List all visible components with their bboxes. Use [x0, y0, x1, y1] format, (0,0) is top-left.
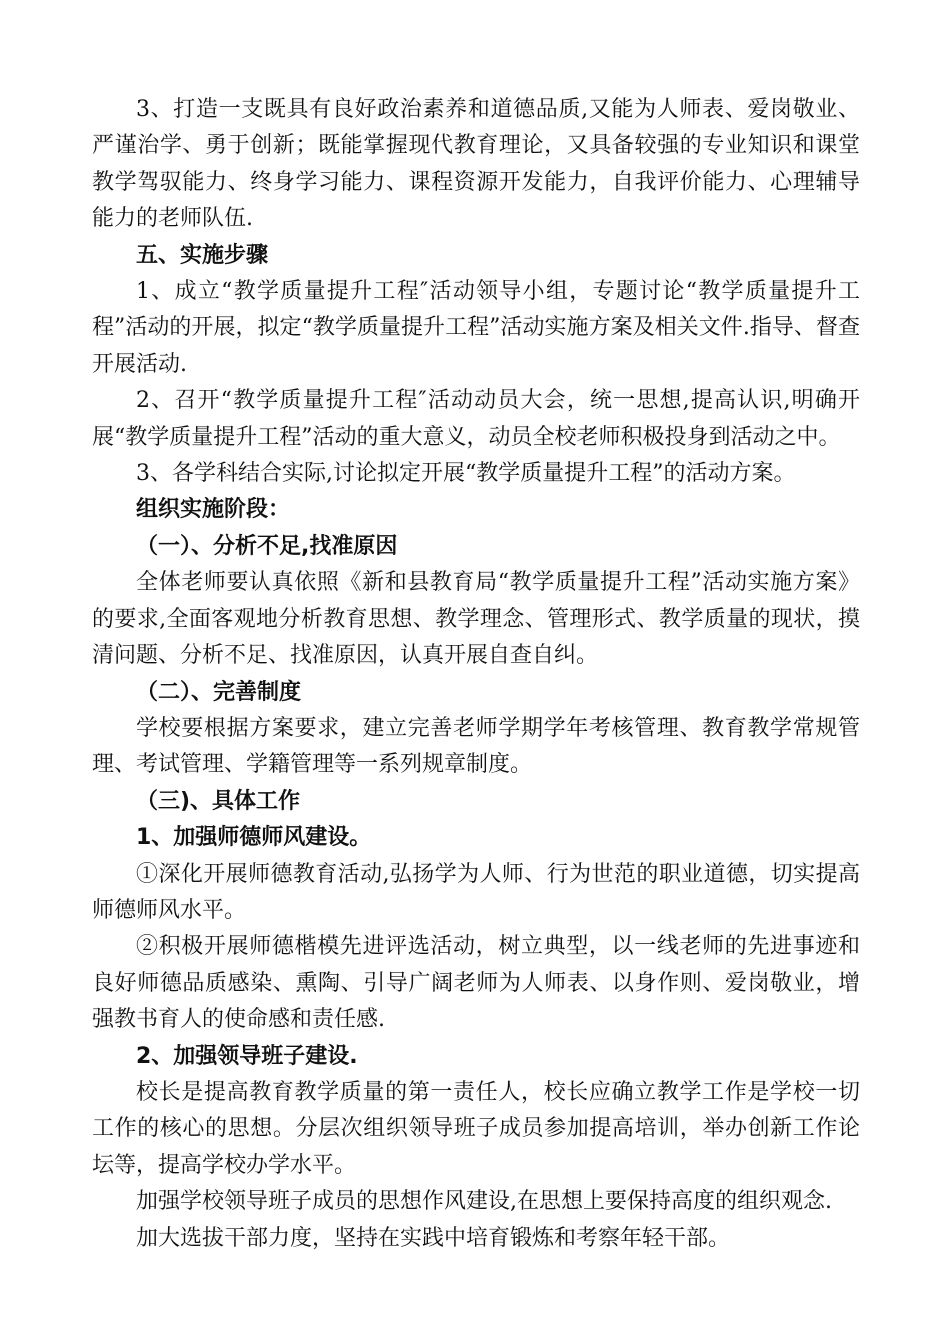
- paragraph-goal-3: 3、打造一支既具有良好政治素养和道德品质,又能为人师表、爱岗敬业、严谨治学、勇于创新；既能掌握现代教育理论，又具备较强的专业知识和课堂教学驾驭能力、终身学习能力、课程资源开发能力，自我评价能力、心理辅导能力的老师队伍.: [92, 97, 860, 232]
- paragraph-ethics-2: ②积极开展师德楷模先进评选活动，树立典型，以一线老师的先进事迹和良好师德品质感染、熏陶、引导广阔老师为人师表、以身作则、爱岗敬业，增强教书育人的使命感和责任感.: [92, 934, 860, 1033]
- paragraph-leadership-1: 校长是提高教育教学质量的第一责任人，校长应确立教学工作是学校一切工作的核心的思想。分层次组织领导班子成员参加提高培训，举办创新工作论坛等，提高学校办学水平。: [92, 1079, 860, 1178]
- paragraph-improve-system: 学校要根据方案要求，建立完善老师学期学年考核管理、教育教学常规管理、考试管理、学籍管理等一系列规章制度。: [92, 715, 860, 778]
- heading-analyze-shortcomings: （一）、分析不足,找准原因: [136, 533, 398, 559]
- heading-improve-system: （二）、完善制度: [136, 679, 302, 705]
- paragraph-step-1: 1、成立“教学质量提升工程″活动领导小组，专题讨论“教学质量提升工程”活动的开展，拟定“教学质量提升工程”活动实施方案及相关文件.指导、督查开展活动.: [92, 279, 860, 377]
- paragraph-ethics-1: ①深化开展师德教育活动,弘扬学为人师、行为世范的职业道德，切实提高师德师风水平。: [92, 861, 860, 923]
- paragraph-leadership-2: 加强学校领导班子成员的思想作风建设,在思想上要保持高度的组织观念.: [136, 1189, 832, 1215]
- document-body: [92, 92, 860, 1257]
- paragraph-step-3: 3、各学科结合实际,讨论拟定开展“教学质量提升工程”的活动方案。: [136, 461, 796, 487]
- heading-leadership-building: 2、加强领导班子建设.: [136, 1043, 358, 1069]
- heading-implementation-steps: 五、实施步骤: [136, 242, 269, 268]
- heading-specific-work: （三)、具体工作: [136, 788, 301, 814]
- paragraph-leadership-3: 加大选拔干部力度，坚持在实践中培育锻炼和考察年轻干部。: [136, 1225, 731, 1251]
- heading-ethics-building: 1、加强师德师风建设。: [136, 825, 372, 851]
- paragraph-step-2: 2、召开“教学质量提升工程″活动动员大会，统一思想,提高认识,明确开展“教学质量提升工程”活动的重大意义，动员全校老师积极投身到活动之中。: [92, 388, 860, 450]
- paragraph-analyze: 全体老师要认真依照《新和县教育局“教学质量提升工程”活动实施方案》的要求,全面客观地分析教育思想、教学理念、管理形式、教学质量的现状，摸清问题、分析不足、找准原因，认真开展自查自纠。: [92, 570, 860, 669]
- heading-organize-phase: 组织实施阶段：: [136, 497, 291, 523]
